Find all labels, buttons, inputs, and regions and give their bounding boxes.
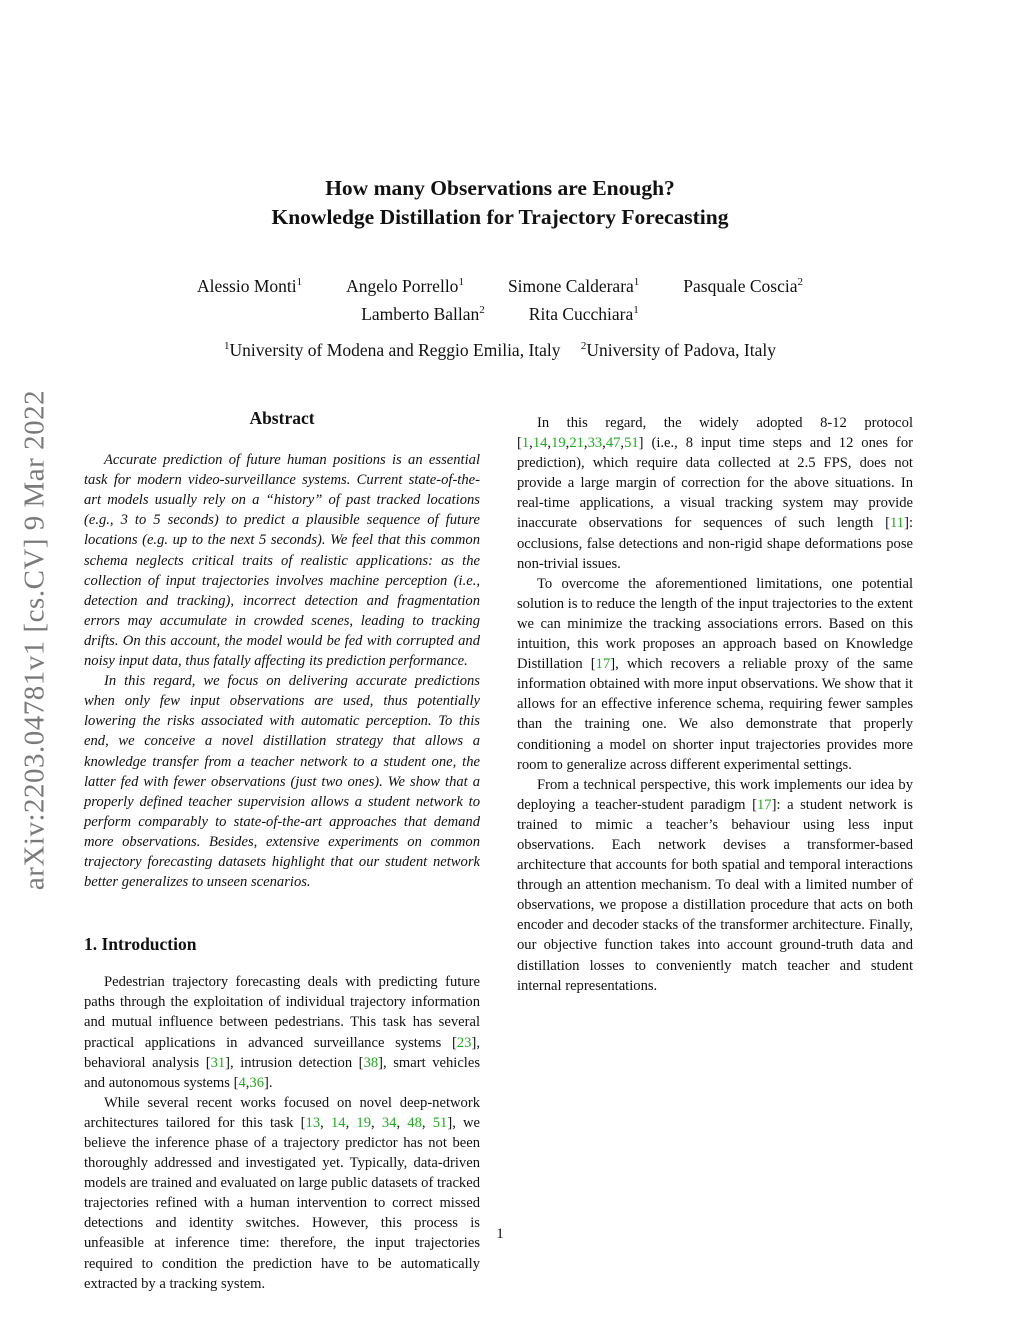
author-affiliation-mark: 1 — [633, 276, 640, 288]
author-affiliation-mark: 1 — [296, 276, 303, 288]
body-paragraph: Pedestrian trajectory forecasting deals with predicting future paths through the exploitation of individual trajectory information and mutual influence between pedestrians. This task has several practical applications in advanced surveillance systems [23], behavioral analysis [31], intrusion detection [38], smart vehicles and autonomous systems [4,36]. — [84, 974, 481, 1091]
affiliations — [100, 340, 900, 361]
citation-link[interactable]: 17 — [595, 656, 611, 673]
author-name: Pasquale Coscia — [683, 275, 798, 296]
author-name: Lamberto Ballan — [361, 303, 480, 324]
citation-link[interactable]: 4 — [238, 1074, 246, 1091]
citation-link[interactable]: 34 — [381, 1114, 397, 1131]
right-column — [517, 413, 913, 996]
author-list — [100, 270, 900, 326]
page-number: 1 — [496, 1226, 504, 1242]
citation-link[interactable]: 47 — [605, 435, 621, 452]
author-name: Angelo Porrello — [346, 275, 459, 296]
affiliation-name: University of Padova, Italy — [586, 340, 776, 360]
body-paragraph: To overcome the aforementioned limitations, one potential solution is to reduce the length of the input trajectories to the extent we can minimize the tracking associations errors. Based on this intuition, this work proposes an approach based on Knowledge Distillation [17], which recovers a reliable proxy of the same information obtained with more input observations. We show that it allows for an effective inference schema, requiring fewer samples than the training one. We also demonstrate that properly conditioning a model on shorter input trajectories provides more room to generalize across different experimental settings. — [517, 575, 913, 773]
author-name: Alessio Monti — [196, 275, 297, 296]
citation-link[interactable]: 51 — [624, 435, 639, 452]
author-row-2 — [100, 298, 900, 326]
author — [683, 270, 803, 298]
author-name: Simone Calderara — [507, 275, 634, 296]
author-affiliation-mark: 2 — [479, 303, 485, 316]
citation-link[interactable]: 1 — [521, 435, 530, 452]
title-line-1: How many Observations are Enough? — [325, 176, 675, 200]
author-affiliation-mark: 1 — [633, 303, 639, 316]
paper-title — [100, 174, 900, 232]
arxiv-id: arXiv:2203.04781v1 [cs.CV] 9 Mar 2022 — [18, 389, 51, 891]
abstract-paragraph: In this regard, we focus on delivering accurate predictions when only few input observations are used, thus potentially lowering the risks associated with automatic perception. To this end, we conceive a novel distillation strategy that allows a knowledge transfer from a teacher network to a student one, the latter fed with fewer observations (just two ones). We show that a properly defined teacher supervision allows a student network to perform comparably to state-of-the-art approaches that demand more observations. Besides, extensive experiments on common trajectory forecasting datasets highlight that our student network better generalizes to unseen scenarios. — [84, 673, 480, 891]
body-paragraph: While several recent works focused on novel deep-network architectures tailored for this task [13, 14, 19, 34, 48, 51], we believe the inference phase of a trajectory predictor has not been thoroughly addressed and investigated yet. Typically, data-driven models are trained and evaluated on large public datasets of tracked trajectories refined with a human intervention to correct missed detections and identity switches. However, this process is unfeasible at inference time: therefore, the input trajectories required to condition the prediction have to be automatically extracted by a tracking system. — [84, 1094, 481, 1292]
author-affiliation-mark: 2 — [797, 276, 804, 288]
author — [197, 270, 302, 298]
citation-link[interactable]: 17 — [756, 796, 772, 813]
author — [361, 298, 485, 326]
citation-link[interactable]: 31 — [210, 1054, 226, 1071]
citation-link[interactable]: 19 — [551, 435, 566, 452]
author-affiliation-mark: 1 — [458, 276, 464, 288]
left-column — [84, 408, 480, 1294]
affiliation-name: University of Modena and Reggio Emilia, Italy — [229, 340, 561, 360]
author — [508, 270, 639, 298]
citation-link[interactable]: 21 — [569, 435, 584, 452]
body-paragraph: From a technical perspective, this work implements our idea by deploying a teacher-student paradigm [17]: a student network is trained to mimic a teacher’s behaviour using less input observations. Each network devises a transformer-based architecture that accounts for both spatial and temporal interactions through an attention mechanism. To deal with a limited number of observations, we propose a distillation procedure that acts on both encoder and decoder stacks of the transformer architecture. Finally, our objective function takes into account ground-truth data and distillation losses to conveniently match teacher and student internal representations. — [517, 776, 913, 994]
title-line-2: Knowledge Distillation for Trajectory Forecasting — [271, 205, 729, 229]
citation-link[interactable]: 33 — [587, 435, 603, 452]
citation-link[interactable]: 38 — [363, 1054, 379, 1071]
citation-link[interactable]: 36 — [249, 1074, 264, 1091]
citation-link[interactable]: 14 — [532, 435, 548, 452]
citation-link[interactable]: 48 — [407, 1114, 422, 1131]
abstract-paragraph: Accurate prediction of future human positions is an essential task for modern video-surveillance systems. Current state-of-the-art models usually rely on a “history” of past tracked locations (e.g., 3 to 5 seconds) to predict a plausible sequence of future locations (e.g. up to the next 5 seconds). We feel that this common schema neglects critical traits of realistic applications: as the collection of input trajectories involves machine perception (i.e., detection and tracking), incorrect detection and fragmentation errors may accumulate in crowded scenes, leading to tracking drifts. On this account, the model would be fed with corrupted and noisy input data, thus fatally affecting its prediction performance. — [84, 452, 480, 670]
arxiv-stamp — [10, 340, 60, 940]
citation-link[interactable]: 11 — [890, 515, 905, 532]
abstract-heading: Abstract — [249, 408, 315, 428]
affiliation — [224, 340, 560, 360]
author-row-1 — [100, 270, 900, 298]
citation-link[interactable]: 23 — [456, 1034, 472, 1051]
author-name: Rita Cucchiara — [528, 303, 634, 324]
affiliation-number: 2 — [580, 340, 587, 353]
citation-link[interactable]: 51 — [432, 1114, 448, 1131]
affiliation — [581, 340, 776, 360]
citation-link[interactable]: 14 — [330, 1114, 346, 1131]
section-heading: 1. Introduction — [84, 934, 197, 955]
affiliation-number: 1 — [224, 340, 230, 353]
abstract — [84, 450, 480, 892]
author — [346, 270, 464, 298]
citation-link[interactable]: 19 — [356, 1114, 371, 1131]
citation-link[interactable]: 13 — [305, 1114, 321, 1131]
author — [529, 298, 639, 326]
body-paragraph: In this regard, the widely adopted 8-12 protocol [1,14,19,21,33,47,51] (i.e., 8 input time steps and 12 ones for prediction), which require data collected at 2.5 FPS, does not provide a large margin of correction for the above situations. In real-time applications, a visual tracking system may provide inaccurate observations for sequences of such length [11]: occlusions, false detections and non-rigid shape deformations pose non-trivial issues. — [517, 415, 913, 572]
